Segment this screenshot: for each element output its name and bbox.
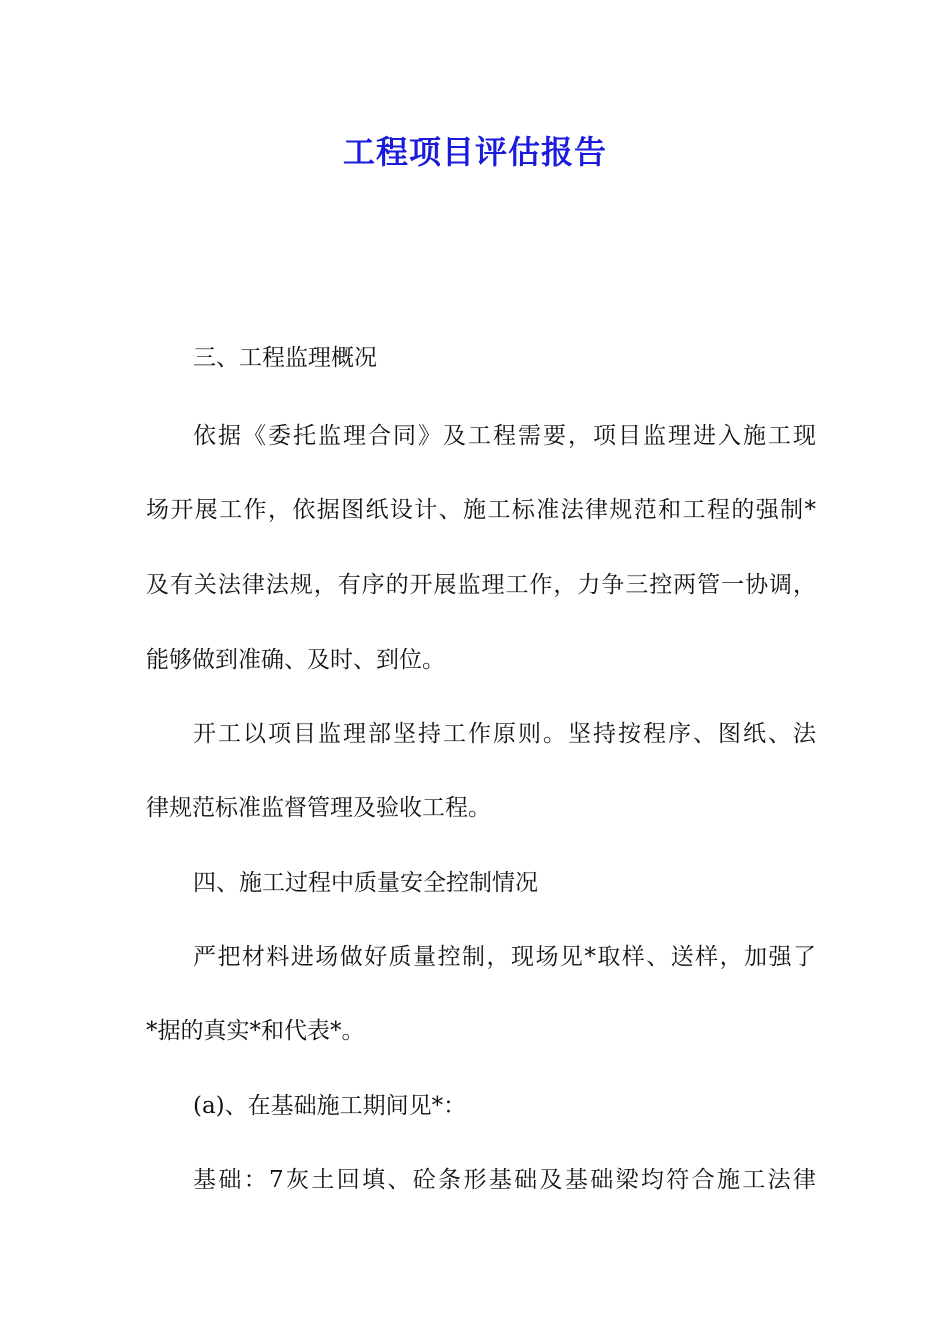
document-title: 工程项目评估报告 — [342, 133, 607, 171]
paragraph-line: *据的真实*和代表*。 — [146, 1018, 365, 1044]
paragraph-line: 基础：7灰土回填、砼条形基础及基础梁均符合施工法律 — [193, 1167, 816, 1193]
paragraph-line: 依据《委托监理合同》及工程需要，项目监理进入施工现 — [193, 423, 816, 449]
subsection-heading: (a)、在基础施工期间见*： — [193, 1093, 467, 1119]
paragraph-line: 严把材料进场做好质量控制，现场见*取样、送样，加强了 — [193, 944, 816, 970]
paragraph-line: 场开展工作，依据图纸设计、施工标准法律规范和工程的强制* — [146, 497, 816, 523]
section-heading-quality-safety: 四、施工过程中质量安全控制情况 — [193, 870, 538, 896]
section-heading-supervision: 三、工程监理概况 — [193, 345, 377, 371]
paragraph-line: 及有关法律法规，有序的开展监理工作，力争三控两管一协调， — [146, 572, 816, 598]
paragraph-line: 开工以项目监理部坚持工作原则。坚持按程序、图纸、法 — [193, 721, 816, 747]
paragraph-line: 能够做到准确、及时、到位。 — [146, 647, 445, 673]
paragraph-line: 律规范标准监督管理及验收工程。 — [146, 795, 491, 821]
